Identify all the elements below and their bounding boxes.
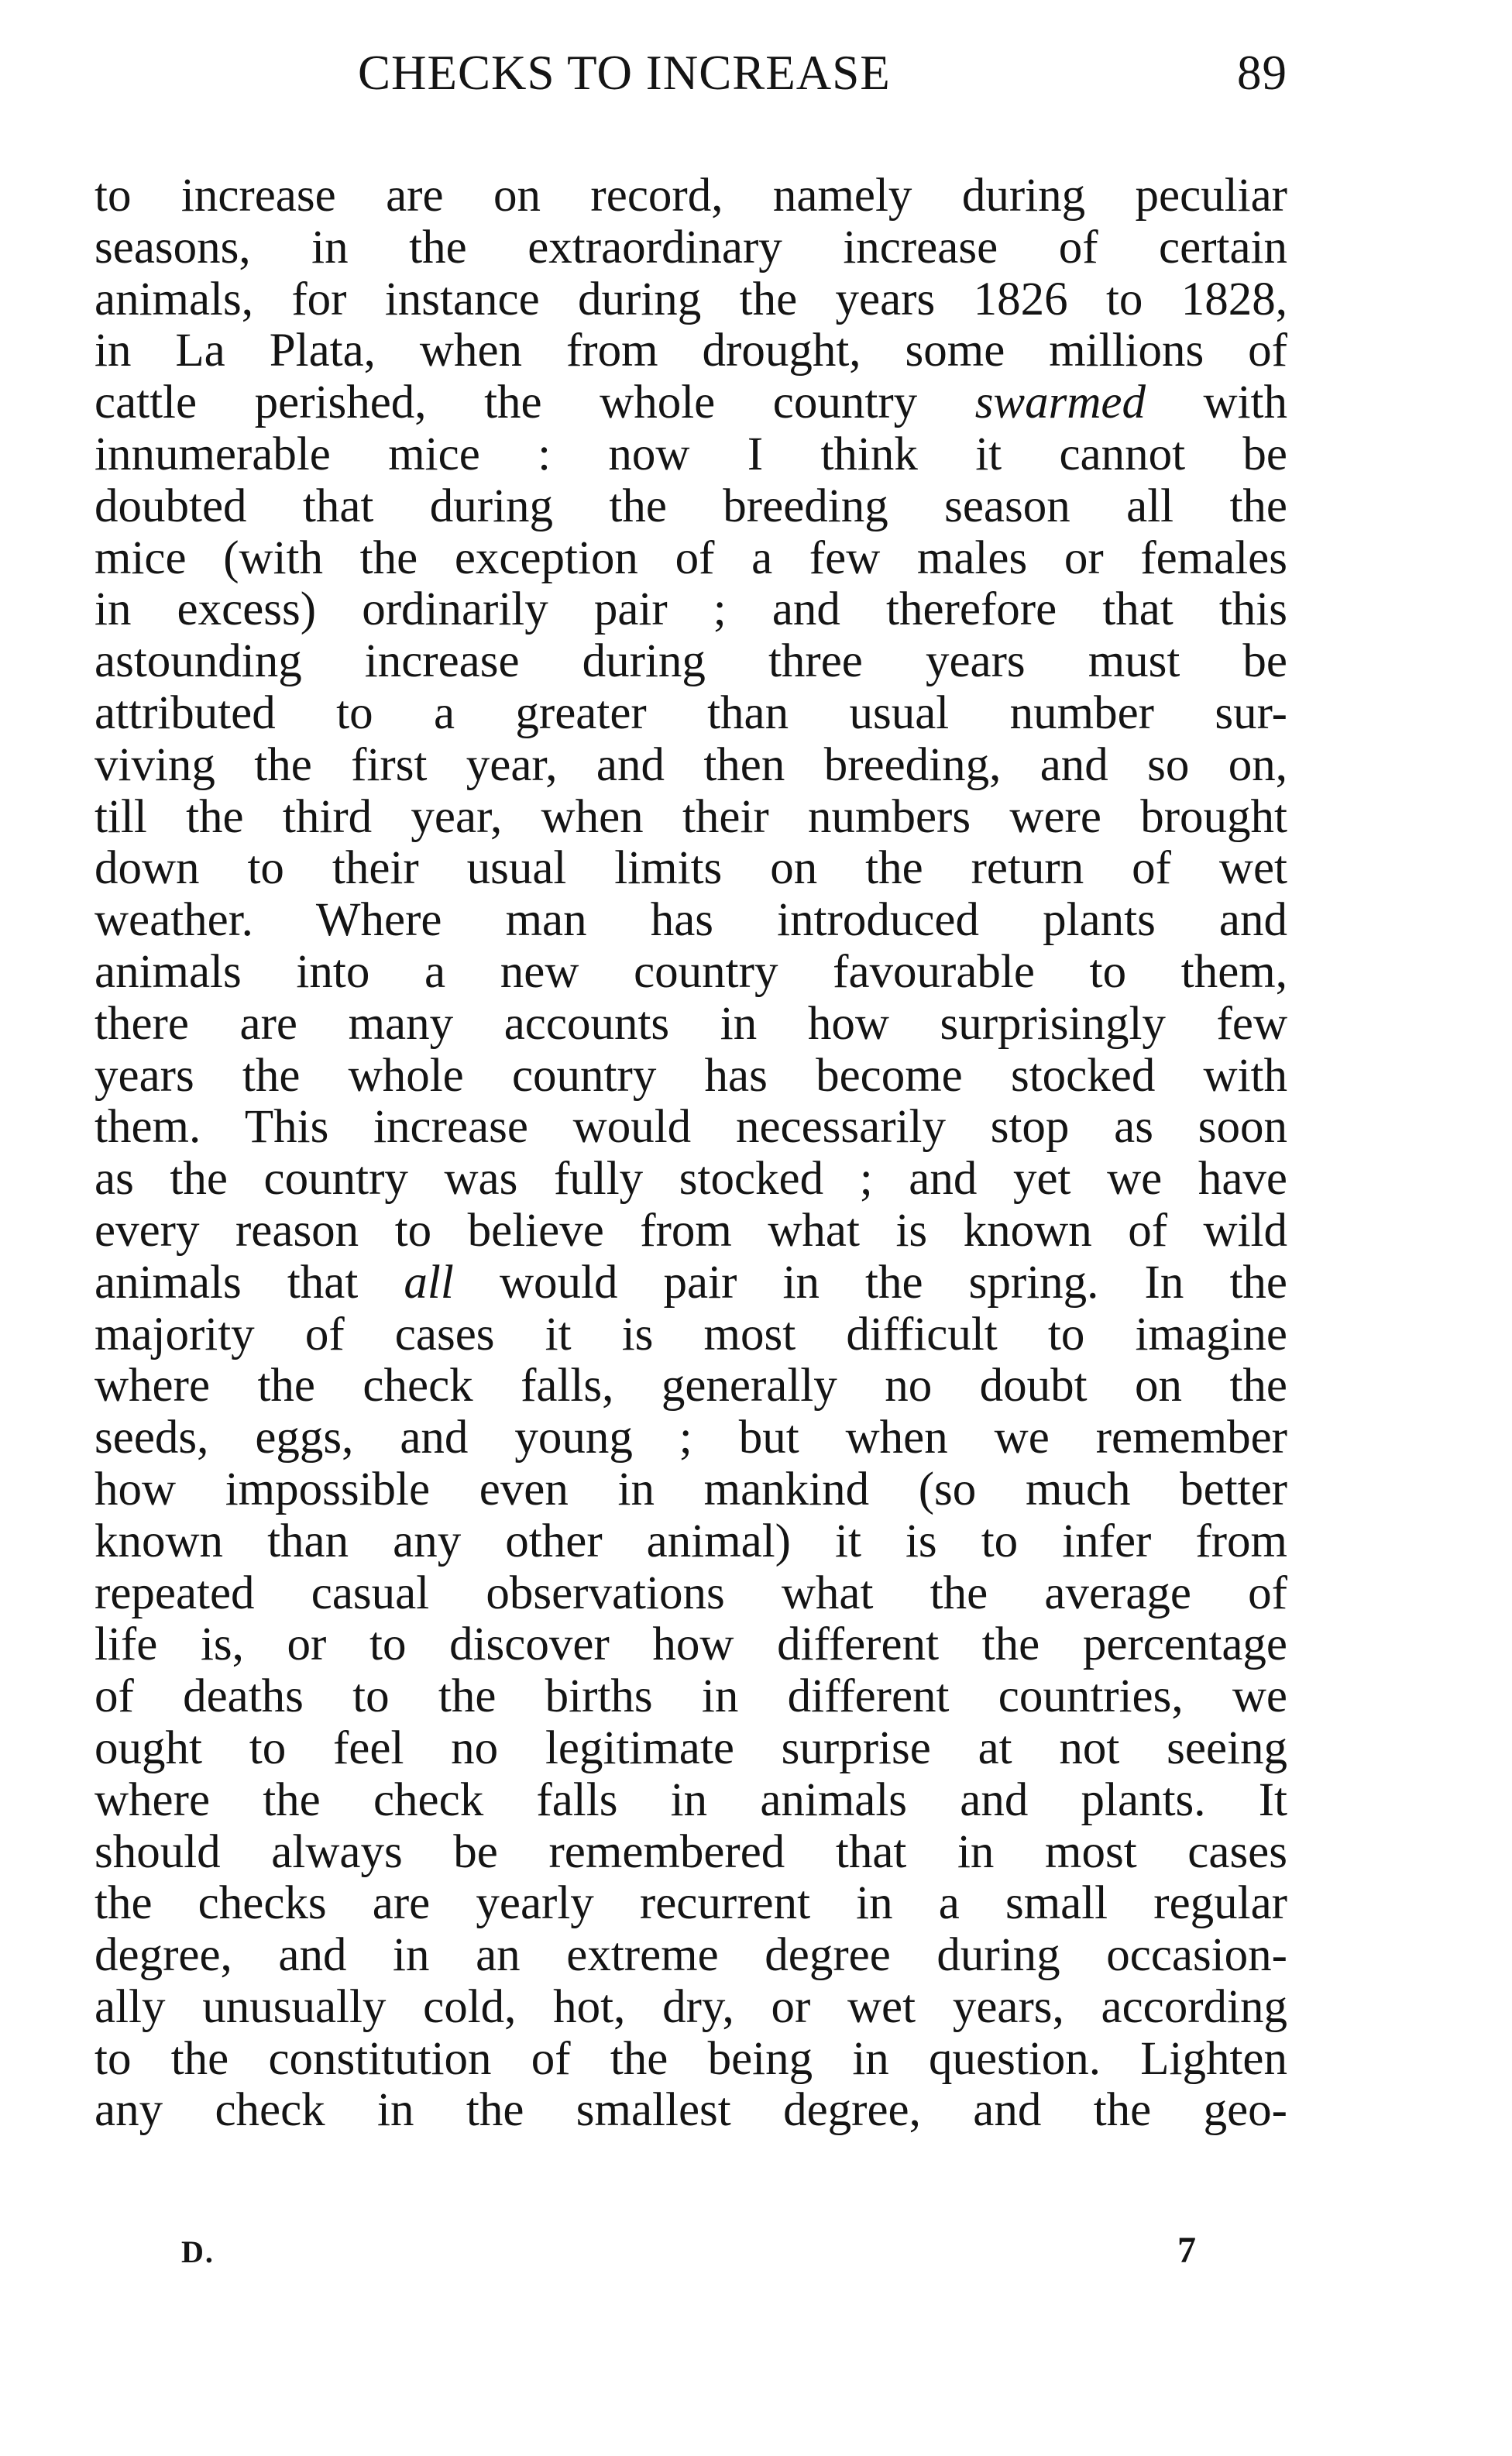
text-segment: down to their usual limits on the return of wet [94, 842, 1287, 895]
text-line [94, 636, 1287, 688]
text-segment: seasons, in the extraordinary increase of certain [94, 221, 1287, 273]
running-title: CHECKS TO INCREASE [358, 46, 891, 100]
text-segment: to the constitution of the being in question. Lighten [94, 2032, 1287, 2085]
text-line [94, 1412, 1287, 1464]
text-segment: how impossible even in mankind (so much better [94, 1463, 1287, 1515]
text-line [94, 740, 1287, 792]
text-line [94, 1827, 1287, 1879]
text-segment: animals into a new country favourable to them, [94, 945, 1287, 998]
text-line [94, 1723, 1287, 1775]
page-number: 89 [1237, 46, 1287, 100]
text-segment: of deaths to the births in different countries, we [94, 1670, 1287, 1723]
text-line [94, 688, 1287, 740]
printer-signature-mark: D. [181, 2234, 215, 2269]
text-line [94, 947, 1287, 999]
text-segment: doubted that during the breeding season all the [94, 480, 1287, 532]
text-segment: innumerable mice : now I think it cannot be [94, 428, 1287, 480]
body-text [94, 170, 1287, 2137]
text-segment: weather. Where man has introduced plants and [94, 894, 1287, 947]
signature-number: 7 [1177, 2230, 1196, 2271]
text-segment: every reason to believe from what is known of wild [94, 1204, 1287, 1257]
text-line [94, 1309, 1287, 1361]
text-segment: astounding increase during three years must be [94, 635, 1287, 688]
text-segment: known than any other animal) it is to infer from [94, 1515, 1287, 1567]
text-line [94, 1619, 1287, 1671]
text-line [94, 481, 1287, 533]
running-head [94, 45, 1287, 122]
text-segment: should always be remembered that in most cases [94, 1825, 1287, 1878]
text-line [94, 843, 1287, 895]
text-line [94, 325, 1287, 377]
text-segment: ally unusually cold, hot, dry, or wet years, according [94, 1980, 1287, 2033]
text-line [94, 2034, 1287, 2086]
text-line [94, 170, 1287, 222]
text-line [94, 1102, 1287, 1154]
text-line [94, 1568, 1287, 1620]
text-line [94, 792, 1287, 844]
page-footer [94, 2230, 1287, 2280]
text-line [94, 1154, 1287, 1206]
text-segment: where the check falls in animals and plants. It [94, 1773, 1287, 1826]
text-segment: ought to feel no legitimate surprise at not seeing [94, 1722, 1287, 1774]
text-line [94, 1360, 1287, 1412]
text-segment: repeated casual observations what the average of [94, 1567, 1287, 1619]
text-line [94, 429, 1287, 481]
text-segment: in excess) ordinarily pair ; and therefore that this [94, 583, 1287, 636]
text-segment: till the third year, when their numbers were brought [94, 790, 1287, 843]
text-line [94, 1051, 1287, 1102]
text-line [94, 222, 1287, 274]
text-segment: with [1145, 377, 1287, 429]
text-line [94, 1257, 1287, 1309]
text-segment: attributed to a greater than usual number sur- [94, 686, 1287, 739]
book-page [94, 45, 1287, 2292]
text-segment: years the whole country has become stocked with [94, 1049, 1287, 1102]
text-line [94, 1775, 1287, 1827]
text-segment: any check in the smallest degree, and the geo- [94, 2084, 1287, 2137]
text-segment: life is, or to discover how different the percentage [94, 1618, 1287, 1671]
text-line [94, 1516, 1287, 1568]
text-segment: seeds, eggs, and young ; but when we remember [94, 1412, 1287, 1464]
text-line [94, 895, 1287, 947]
text-segment: animals, for instance during the years 1826 to 1828, [94, 273, 1287, 325]
text-segment: mice (with the exception of a few males or females [94, 531, 1287, 584]
text-segment: in La Plata, when from drought, some millions of [94, 325, 1287, 377]
text-segment: there are many accounts in how surprisingly few [94, 997, 1287, 1050]
text-line [94, 1878, 1287, 1930]
text-segment: where the check falls, generally no doubt on the [94, 1360, 1287, 1412]
text-segment: them. This increase would necessarily stop as soon [94, 1101, 1287, 1154]
text-segment: would pair in the spring. In the [453, 1256, 1287, 1309]
italic-emphasis: all [404, 1256, 454, 1309]
text-line [94, 1671, 1287, 1723]
text-line [94, 533, 1287, 585]
text-segment: animals that [94, 1256, 404, 1309]
italic-emphasis: swarmed [974, 377, 1146, 429]
text-line [94, 2085, 1287, 2137]
text-line [94, 1464, 1287, 1516]
text-segment: majority of cases it is most difficult to imagine [94, 1308, 1287, 1360]
text-line [94, 274, 1287, 326]
text-line [94, 1930, 1287, 1982]
text-segment: to increase are on record, namely during peculiar [94, 170, 1287, 222]
text-segment: the checks are yearly recurrent in a small regular [94, 1877, 1287, 1930]
text-segment: as the country was fully stocked ; and yet we have [94, 1153, 1287, 1206]
text-line [94, 377, 1287, 429]
text-line [94, 999, 1287, 1051]
text-segment: cattle perished, the whole country [94, 377, 975, 429]
text-line [94, 1206, 1287, 1257]
text-segment: viving the first year, and then breeding, and so on, [94, 738, 1287, 791]
text-line [94, 584, 1287, 636]
text-line [94, 1982, 1287, 2034]
text-segment: degree, and in an extreme degree during occasion- [94, 1929, 1287, 1982]
